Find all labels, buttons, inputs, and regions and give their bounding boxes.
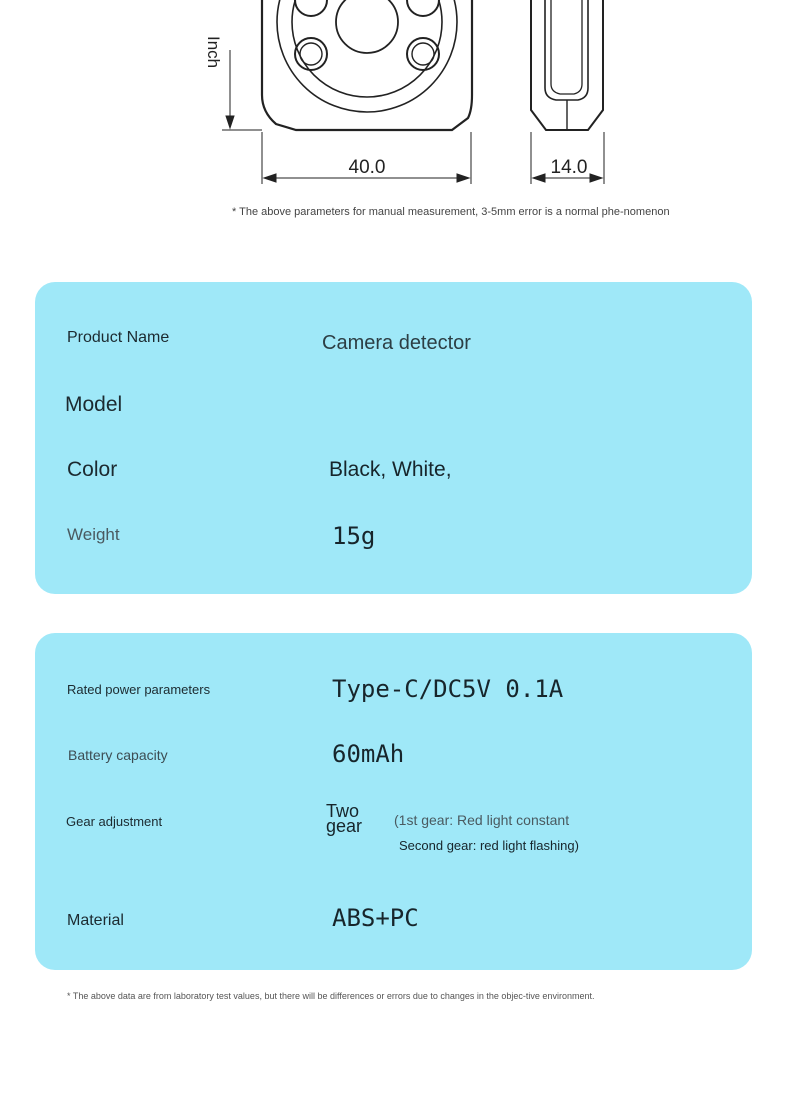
gear-adjustment-label: Gear adjustment xyxy=(66,814,163,829)
laboratory-data-note: * The above data are from laboratory test values, but there will be differences or errors due to changes in the objec-tive environment. xyxy=(67,991,595,1001)
weight-label: Weight xyxy=(67,525,120,544)
material-label: Material xyxy=(67,912,124,929)
gear-adjustment-value: Two gear xyxy=(326,801,363,836)
width-dimension-label: 40.0 xyxy=(348,157,386,178)
rated-power-label: Rated power parameters xyxy=(67,682,211,697)
spec-card-technical xyxy=(35,633,752,970)
rated-power-value: Type-C/DC5V 0.1A xyxy=(332,675,564,703)
depth-dimension-label: 14.0 xyxy=(550,157,588,178)
product-name-value: Camera detector xyxy=(322,332,471,354)
measurement-note: * The above parameters for manual measurement, 3-5mm error is a normal phe-nomenon xyxy=(232,206,670,218)
battery-capacity-label: Battery capacity xyxy=(68,747,168,763)
material-value: ABS+PC xyxy=(332,904,419,932)
gear-first-detail: (1st gear: Red light constant xyxy=(394,812,570,828)
product-name-label: Product Name xyxy=(67,329,170,346)
weight-value: 15g xyxy=(332,522,376,550)
spec-card-basic xyxy=(35,282,752,594)
front-view xyxy=(262,0,472,130)
gear-second-detail: Second gear: red light flashing) xyxy=(399,838,579,853)
height-unit-label: Inch xyxy=(204,36,223,69)
side-view xyxy=(531,0,603,130)
dimension-diagram xyxy=(0,0,790,240)
color-value: Black, White, xyxy=(329,458,452,481)
color-label: Color xyxy=(67,458,118,481)
model-label: Model xyxy=(65,393,123,416)
battery-capacity-value: 60mAh xyxy=(332,740,405,768)
height-dimension xyxy=(222,50,262,130)
